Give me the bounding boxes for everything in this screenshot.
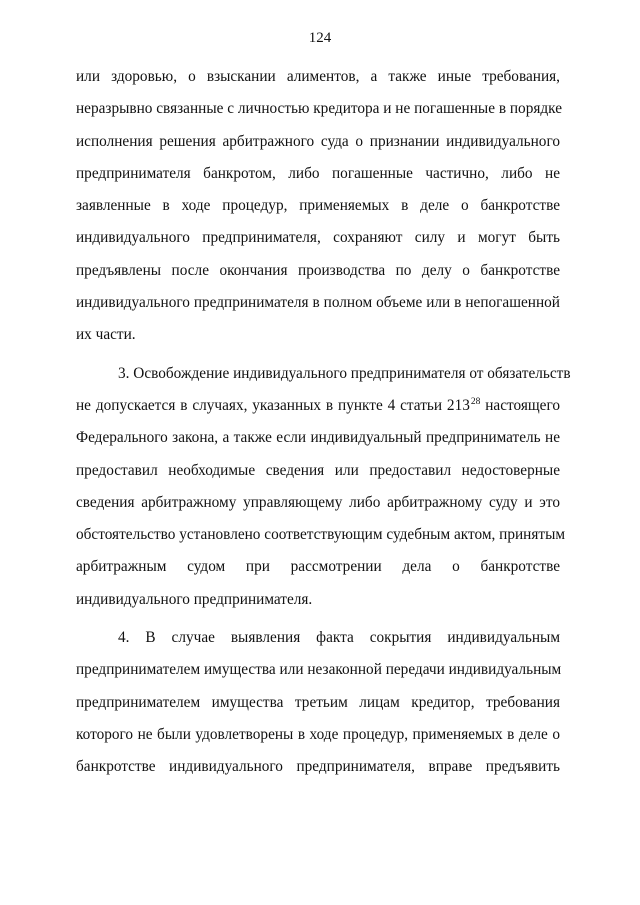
text-line: 4. В случае выявления факта сокрытия индивидуальным [118, 629, 560, 647]
paragraph-3 [76, 358, 571, 616]
text-line: неразрывно связанные с личностью кредитора и не погашенные в порядке [76, 100, 563, 118]
text-line: которого не были удовлетворены в ходе процедур, применяемых в деле о [76, 725, 560, 743]
text-line: исполнения решения арбитражного суда о признании индивидуального [76, 132, 560, 150]
text-line: предоставил необходимые сведения или предоставил недостоверные [76, 461, 560, 479]
paragraph-4 [76, 622, 560, 783]
text-line: или здоровью, о взыскании алиментов, а также иные требования, [76, 68, 560, 85]
text-line: предпринимателем имущества или незаконной передачи индивидуальным [76, 661, 562, 679]
paragraph-continuation [76, 61, 563, 352]
text-line: заявленные в ходе процедур, применяемых в деле о банкротстве [76, 197, 560, 215]
text-line: обстоятельство установлено соответствующим судебным актом, принятым [76, 526, 566, 544]
text-line-with-superscript [76, 390, 560, 422]
text-line: арбитражным судом при рассмотрении дела о банкротстве [76, 558, 560, 576]
body-text [76, 61, 571, 784]
text-line: предпринимателем имущества третьим лицам кредитор, требования [76, 693, 560, 711]
text-line: банкротстве индивидуального предпринимателя, вправе предъявить [76, 758, 560, 776]
text-line: индивидуального предпринимателя, сохраняют силу и могут быть [76, 229, 560, 247]
text-fragment: не допускается в случаях, указанных в пункте 4 статьи 213 [76, 396, 470, 414]
text-line: Федерального закона, а также если индивидуальный предприниматель не [76, 429, 560, 447]
text-fragment: настоящего [480, 396, 560, 414]
text-line: индивидуального предпринимателя. [76, 590, 313, 608]
text-line: их части. [76, 326, 136, 344]
text-line: индивидуального предпринимателя в полном объеме или в непогашенной [76, 294, 560, 312]
text-line: предъявлены после окончания производства по делу о банкротстве [76, 261, 560, 279]
text-line: предпринимателя банкротом, либо погашенные частично, либо не [76, 164, 560, 182]
page-number: 124 [308, 30, 332, 46]
superscript-article-index: 28 [470, 396, 481, 407]
text-line: 3. Освобождение индивидуального предпринимателя от обязательств [118, 364, 571, 382]
text-line: сведения арбитражному управляющему либо арбитражному суду и это [76, 493, 560, 511]
